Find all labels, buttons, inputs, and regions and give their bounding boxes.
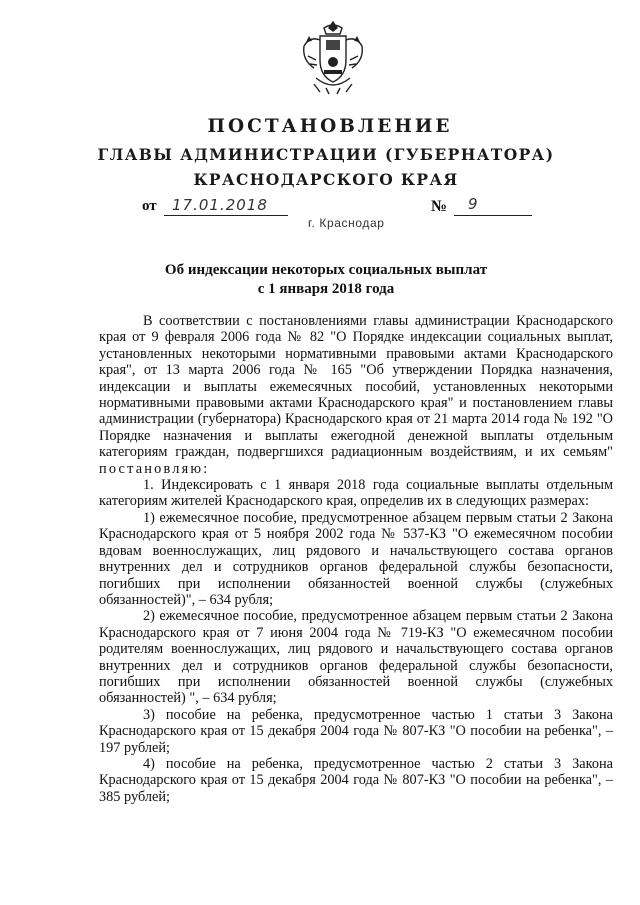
item-1-paragraph: 1. Индексировать с 1 января 2018 года социальные выплаты отдельным категориям жителей Краснодарского края, определив их в следующих размерах: bbox=[99, 477, 613, 510]
document-title-line2: с 1 января 2018 года bbox=[257, 281, 395, 297]
number-underline bbox=[454, 215, 532, 216]
date-value: 17.01.2018 bbox=[172, 196, 268, 214]
resolve-word: постановляю: bbox=[99, 460, 210, 477]
preamble-text: В соответствии с постановлениями главы администрации Краснодарского края от 9 февраля 2006 года № 82 "О Порядке индексации социальных выплат, установленных некоторыми нормативными правовыми актами Краснодарского края", от 13 марта 2006 года № 165 "Об утверждении Порядка назначения, индексации и выплаты ежемесячных пособий, установленных некоторыми нормативными правовыми актами Краснодарского края" и постановлением главы администрации (губернатора) Краснодарского края от 21 марта 2014 года № 192 "О Порядке назначения и выплаты ежегодной денежной выплаты отдельным категориям граждан, подвергшихся радиационным воздействиям, и их семьям" bbox=[99, 313, 613, 461]
city-label: г. Краснодар bbox=[308, 216, 385, 230]
region-heading: КРАСНОДАРСКОГО КРАЯ bbox=[193, 170, 459, 189]
number-value: 9 bbox=[468, 195, 479, 213]
subitem-3-paragraph: 3) пособие на ребенка, предусмотренное частью 1 статьи 3 Закона Краснодарского края от 15 декабря 2004 года № 807-КЗ "О пособии на ребенка", – 197 рублей; bbox=[99, 706, 613, 756]
document-type-heading: ПОСТАНОВЛЕНИЕ bbox=[207, 116, 453, 137]
issuer-heading: ГЛАВЫ АДМИНИСТРАЦИИ (ГУБЕРНАТОРА) bbox=[97, 145, 555, 164]
date-underline bbox=[164, 215, 288, 216]
date-label: от bbox=[142, 198, 157, 214]
subitem-4-paragraph: 4) пособие на ребенка, предусмотренное частью 2 статьи 3 Закона Краснодарского края от 15 декабря 2004 года № 807-КЗ "О пособии на ребенка", – 385 рублей; bbox=[99, 755, 613, 805]
document-title-line1: Об индексации некоторых социальных выплат bbox=[164, 262, 488, 278]
document-body bbox=[99, 313, 613, 805]
subitem-2-paragraph: 2) ежемесячное пособие, предусмотренное абзацем первым статьи 2 Закона Краснодарского края от 7 июня 2004 года № 719-КЗ "О ежемесячном пособии родителям военнослужащих, лиц рядового и начальствующего состава органов внутренних дел и сотрудников органов федеральной службы безопасности, погибших при исполнении обязанностей военной службы (служебных обязанностей) ", – 634 рубля; bbox=[99, 608, 613, 707]
number-label: № bbox=[431, 198, 448, 215]
preamble-paragraph bbox=[99, 313, 613, 477]
subitem-1-paragraph: 1) ежемесячное пособие, предусмотренное абзацем первым статьи 2 Закона Краснодарского края от 5 ноября 2002 года № 537-КЗ "О ежемесячном пособии вдовам военнослужащих, лиц рядового и начальствующего состава органов внутренних дел и сотрудников органов федеральной службы безопасности, погибших при исполнении обязанностей военной службы (служебных обязанностей)", – 634 рубля; bbox=[99, 509, 613, 608]
coat-of-arms-icon bbox=[300, 18, 366, 96]
